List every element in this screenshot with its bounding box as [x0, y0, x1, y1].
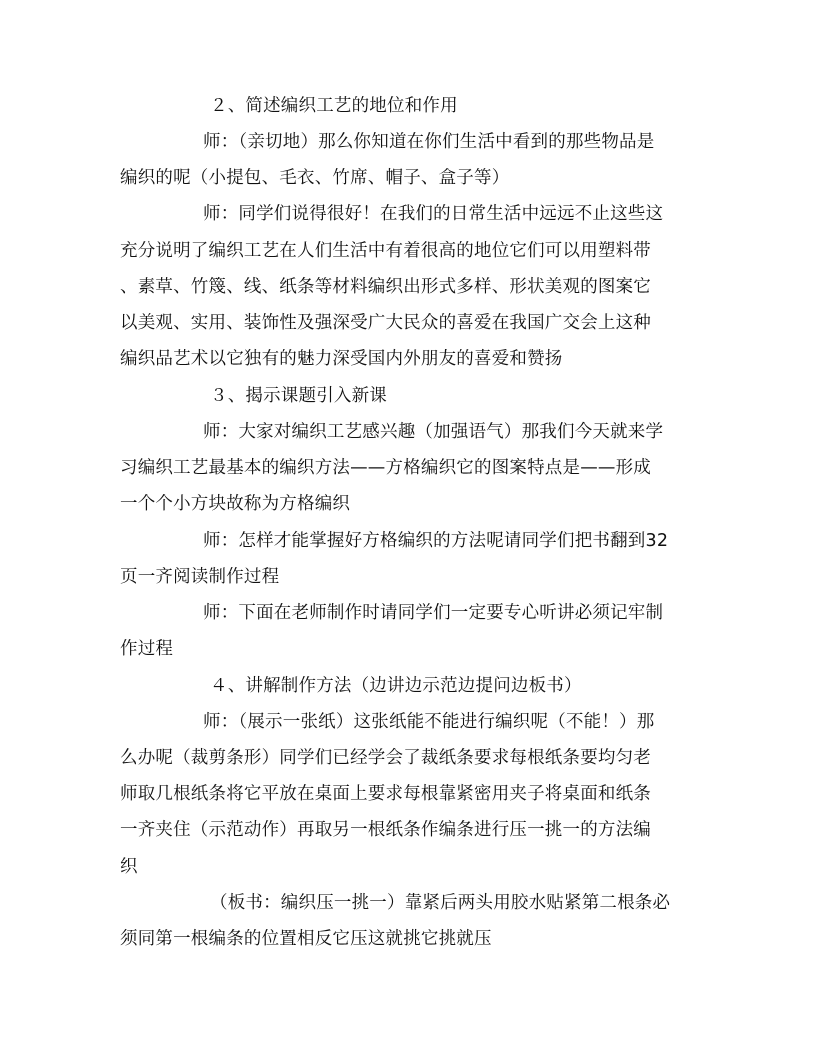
paragraph-line: 师：（亲切地）那么你知道在你们生活中看到的那些物品是 [203, 132, 655, 152]
heading-section-3: ３、揭示课题引入新课 [210, 386, 387, 406]
heading-section-2: ２、简述编织工艺的地位和作用 [210, 96, 458, 116]
paragraph-line: 编织品艺术以它独有的魅力深受国内外朋友的喜爱和赞扬 [120, 349, 563, 369]
paragraph-line: 习编织工艺最基本的编织方法——方格编织它的图案特点是——形成 [120, 458, 651, 478]
paragraph-line: 师：同学们说得很好！在我们的日常生活中远远不止这些这 [203, 204, 664, 224]
paragraph-line: 页一齐阅读制作过程 [120, 567, 280, 587]
paragraph-line: 师：下面在老师制作时请同学们一定要专心听讲必须记牢制 [203, 603, 664, 623]
paragraph-line: 须同第一根编条的位置相反它压这就挑它挑就压 [120, 929, 492, 949]
paragraph-line: 师：大家对编织工艺感兴趣（加强语气）那我们今天就来学 [203, 422, 664, 442]
paragraph-line: 编织的呢（小提包、毛衣、竹席、帽子、盒子等） [120, 168, 510, 188]
paragraph-line: 、素草、竹篾、线、纸条等材料编织出形式多样、形状美观的图案它 [120, 277, 651, 297]
heading-section-4: ４、讲解制作方法（边讲边示范边提问边板书） [210, 676, 582, 696]
paragraph-line: 一齐夹住（示范动作）再取另一根纸条作编条进行压一挑一的方法编 [120, 820, 651, 840]
paragraph-line: 师取几根纸条将它平放在桌面上要求每根靠紧密用夹子将桌面和纸条 [120, 784, 651, 804]
paragraph-line: 一个个小方块故称为方格编织 [120, 494, 351, 514]
paragraph-line: 师：怎样才能掌握好方格编织的方法呢请同学们把书翻到32 [203, 531, 669, 551]
paragraph-line: 么办呢（裁剪条形）同学们已经学会了裁纸条要求每根纸条要均匀老 [120, 748, 651, 768]
paragraph-line: 以美观、实用、装饰性及强深受广大民众的喜爱在我国广交会上这种 [120, 313, 651, 333]
paragraph-line: 师：（展示一张纸）这张纸能不能进行编织呢（不能！）那 [203, 712, 655, 732]
paragraph-line: 作过程 [120, 639, 174, 659]
paragraph-line: 织 [120, 857, 138, 877]
paragraph-line: （板书：编织压一挑一）靠紧后两头用胶水贴紧第二根条必 [210, 893, 671, 913]
paragraph-line: 充分说明了编织工艺在人们生活中有着很高的地位它们可以用塑料带 [120, 241, 651, 261]
